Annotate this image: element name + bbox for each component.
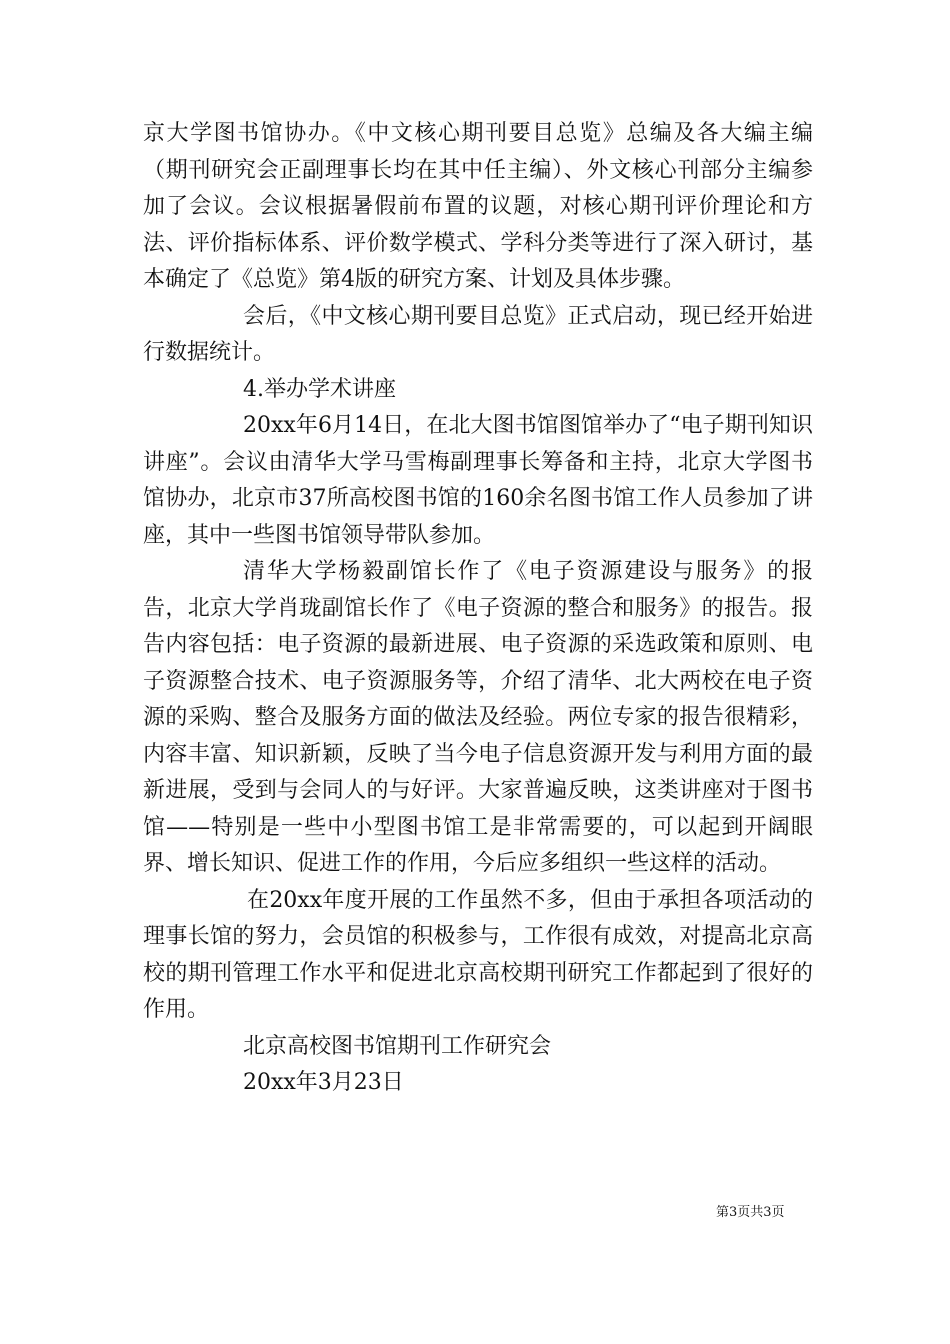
signature-organization: 北京高校图书馆期刊工作研究会 [243, 1033, 552, 1059]
paragraph-lecture-reports: 清华大学杨毅副馆长作了《电子资源建设与服务》的报告，北京大学肖珑副馆长作了《电子资源的整合和服务》的报告。报告内容包括：电子资源的最新进展、电子资源的采选政策和原则、电子资源整合技术、电子资源服务等，介绍了清华、北大两校在电子资源的采购、整合及服务方面的做法及经验。两位专家的报告很精彩，内容丰富、知识新颖，反映了当今电子信息资源开发与利用方面的最新进展，受到与会同人的与好评。大家普遍反映，这类讲座对于图书馆——特别是一些中小型图书馆工是非常需要的，可以起到开阔眼界、增长知识、促进工作的作用，今后应多组织一些这样的活动。 [143, 559, 813, 876]
paragraph-lecture-info: 20xx年6月14日，在北大图书馆图馆举办了“电子期刊知识讲座”。会议由清华大学马雪梅副理事长筹备和主持，北京大学图书馆协办，北京市37所高校图书馆的160余名图书馆工作人员参加了讲座，其中一些图书馆领导带队参加。 [143, 413, 813, 548]
paragraph-meeting-continuation: 京大学图书馆协办。《中文核心期刊要目总览》总编及各大编主编（期刊研究会正副理事长均在其中任主编）、外文核心刊部分主编参加了会议。会议根据暑假前布置的议题，对核心期刊评价理论和方法、评价指标体系、评价数学模式、学科分类等进行了深入研讨，基本确定了《总览》第4版的研究方案、计划及具体步骤。 [143, 121, 813, 292]
document-body [143, 116, 813, 1102]
paragraph-after-meeting: 会后，《中文核心期刊要目总览》正式启动，现已经开始进行数据统计。 [143, 303, 813, 365]
paragraph-summary: 在20xx年度开展的工作虽然不多，但由于承担各项活动的理事长馆的努力，会员馆的积极参与，工作很有成效，对提高北京高校的期刊管理工作水平和促进北京高校期刊研究工作都起到了很好的作用。 [143, 887, 813, 1022]
page-number-footer: 第3页共3页 [716, 1205, 785, 1220]
signature-date: 20xx年3月23日 [243, 1070, 404, 1095]
section-heading-lectures: 4.举办学术讲座 [243, 376, 396, 402]
